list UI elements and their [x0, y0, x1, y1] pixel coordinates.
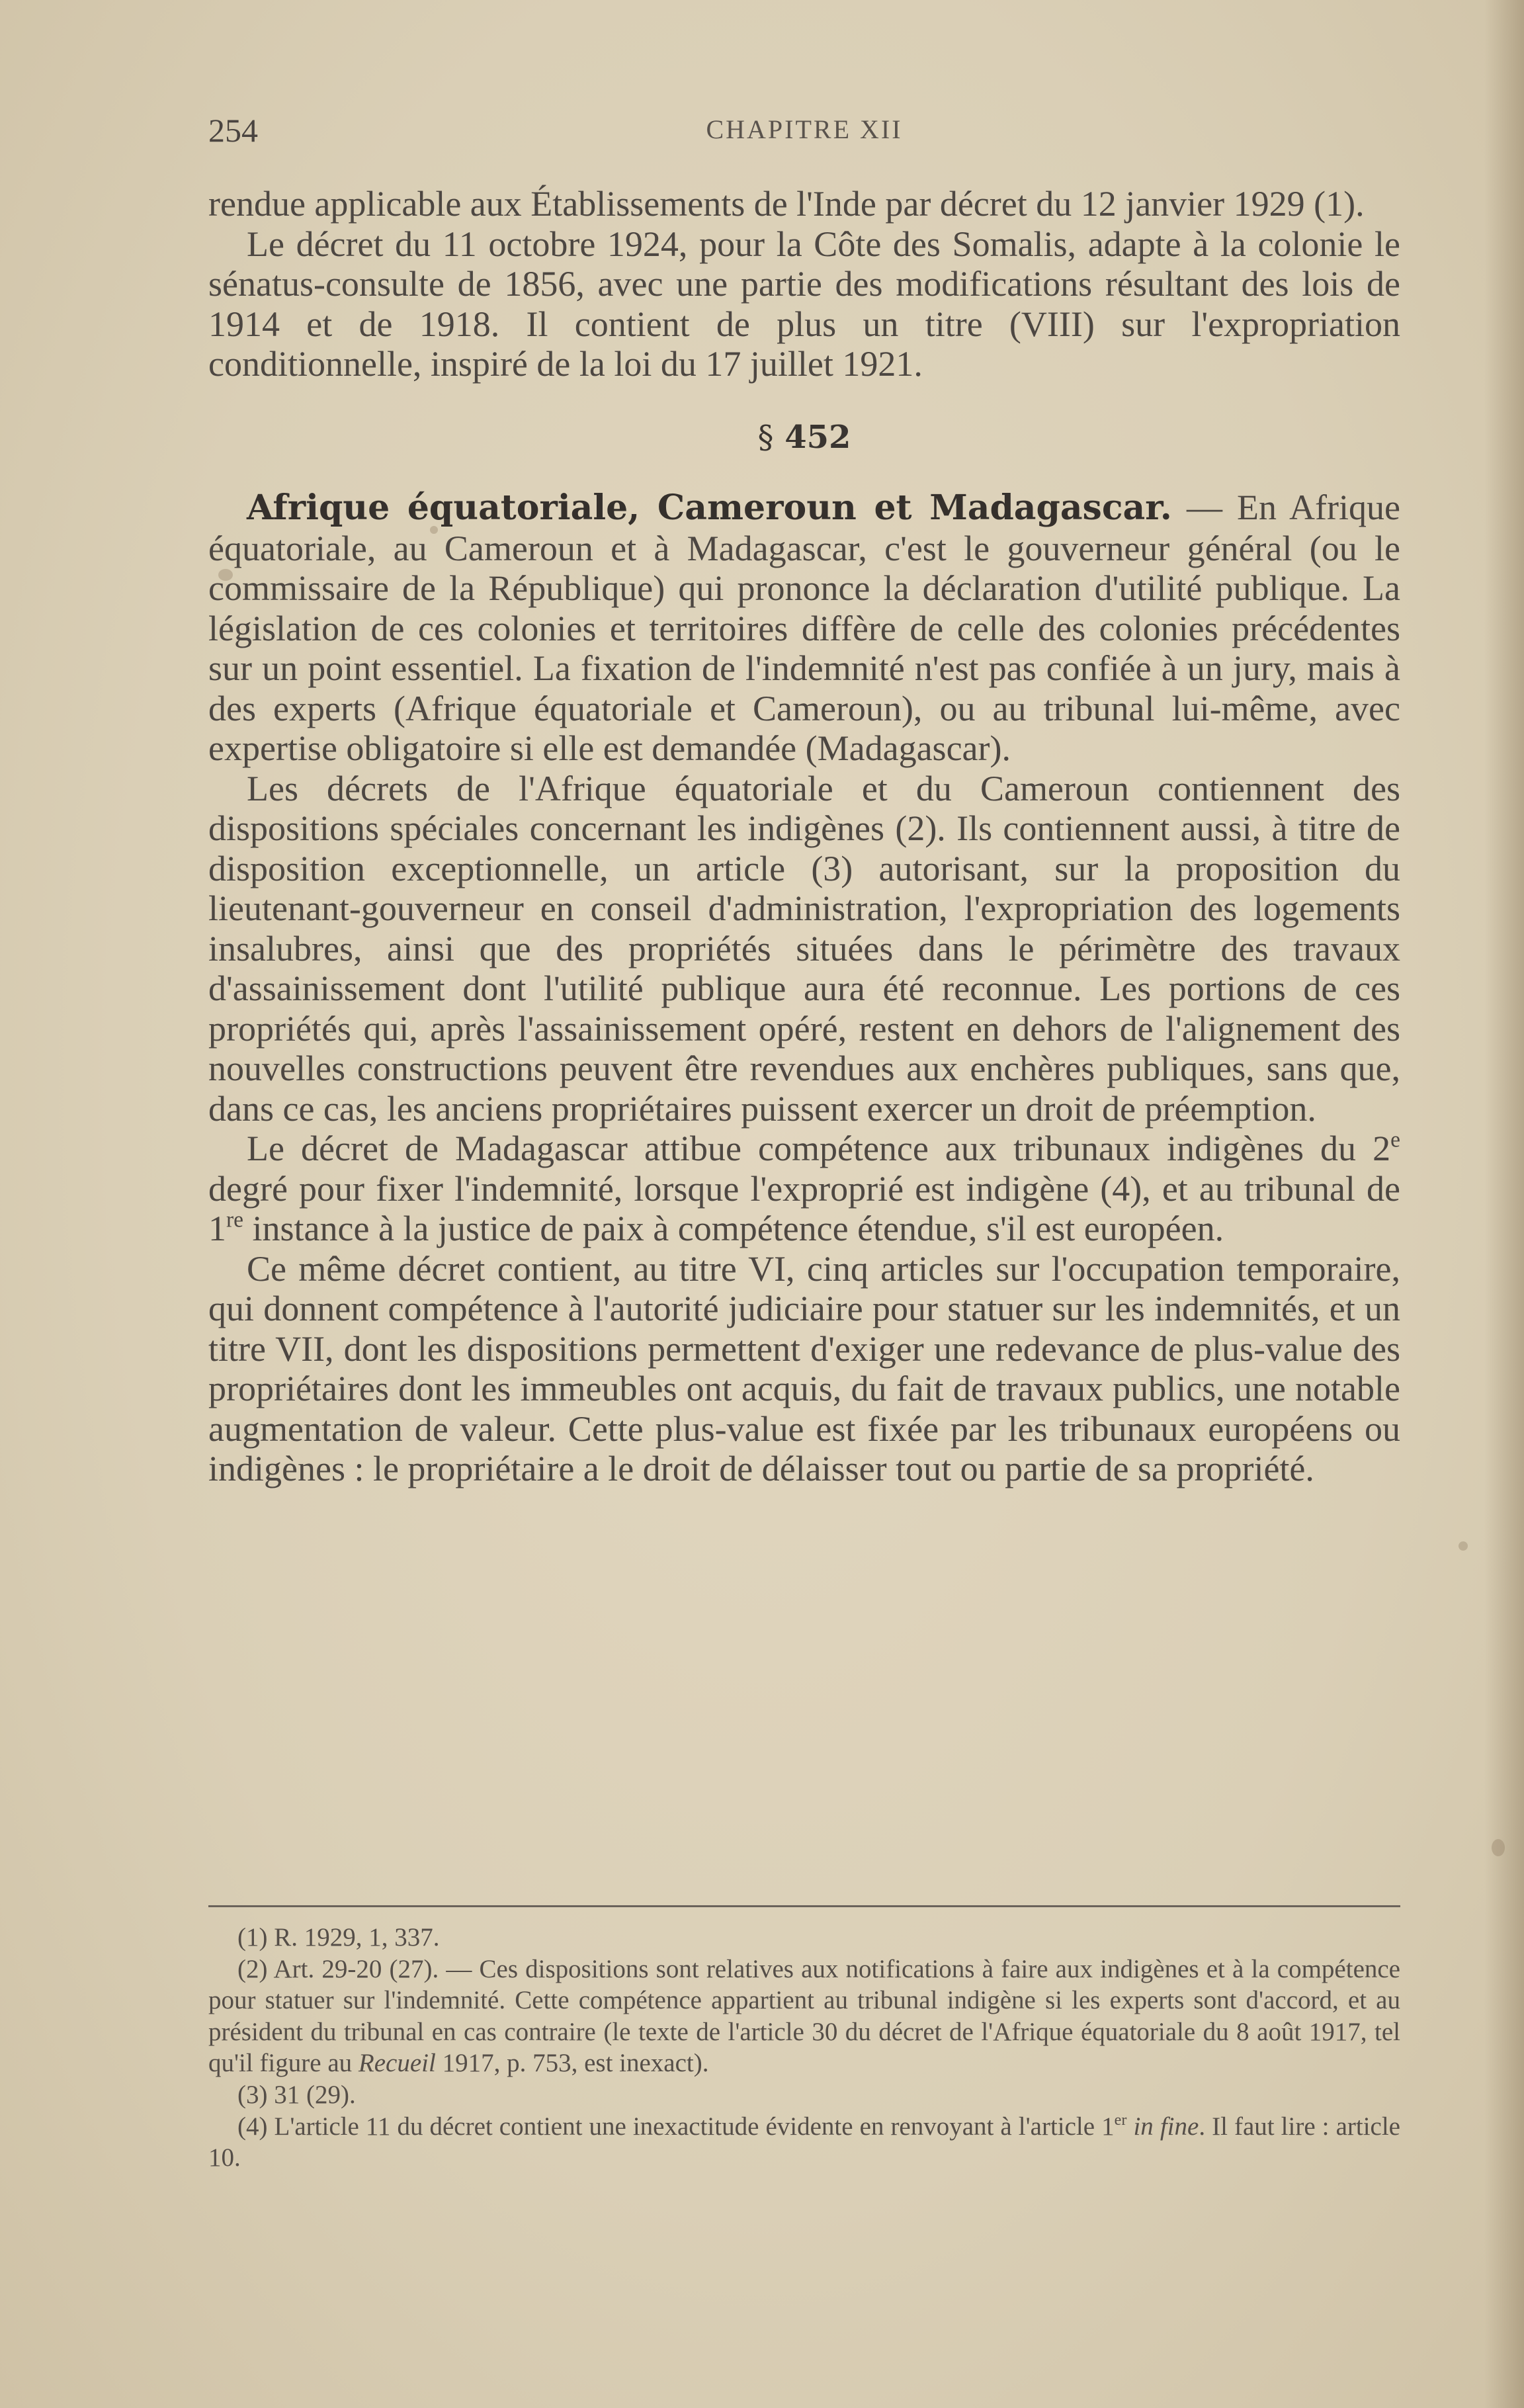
text-run: (2) Art. 29-20 (27). — Ces dispositions sont relatives aux notifications à faire aux indigènes et à la compétence pour statuer sur l'indemnité. Cette compétence appartient au tribunal indigène si les experts sont d'accord, et au président du tribunal en cas contraire (le texte de l'article 30 du décret de l'Afrique équatoriale du 8 août 1917, tel qu'il figure au — [208, 1954, 1400, 2078]
page-number: 254 — [208, 112, 258, 149]
footnote: (3) 31 (29). — [237, 2080, 356, 2109]
section-symbol: § — [757, 418, 774, 456]
foxing-spot — [1492, 1839, 1505, 1856]
text-run: . Il faut lire : article 10. — [208, 2112, 1400, 2172]
paragraph: Les décrets de l'Afrique équatoriale et du Cameroun contiennent des dispositions spéciales concernant les indigènes (2). Ils contiennent aussi, à titre de disposition exceptionnelle, un article (3) autorisant, sur la proposition du lieutenant-gouverneur en conseil d'administration, l'expropriation des logements insalubres, ainsi que des propriétés situées dans le périmètre des travaux d'assainissement dont l'utilité publique aura été reconnue. Les portions de ces propriétés qui, après l'assainissement opéré, restent en dehors de l'alignement des nouvelles constructions peuvent être revendues aux enchères publiques, sans que, dans ce cas, les anciens propriétaires puissent exercer un droit de préemption. — [208, 768, 1400, 1129]
section-heading — [208, 417, 1400, 458]
text-run: Le décret de Madagascar attibue compétence aux tribunaux indigènes du 2 — [247, 1129, 1391, 1168]
paragraph — [208, 1129, 1400, 1249]
footnote: (1) R. 1929, 1, 337. — [237, 1923, 440, 1952]
text-run: 1917, p. 753, est inexact). — [435, 2049, 709, 2078]
paragraph: rendue applicable aux Établissements de l'Inde par décret du 12 janvier 1929 (1). — [208, 184, 1365, 224]
italic-text: Recueil — [358, 2049, 436, 2078]
section-title: Afrique équatoriale, Cameroun et Madagascar. — [247, 488, 1172, 528]
superscript: er — [1114, 2110, 1127, 2129]
section-first-paragraph: — En Afrique équatoriale, au Cameroun et à Madagascar, c'est le gouverneur général (ou le commissaire de la République) qui prononce la déclaration d'utilité publique. La législation de ces colonies et territoires diffère de celle des colonies précédentes sur un point essentiel. La fixation de l'indemnité n'est pas confiée à un jury, mais à des experts (Afrique équatoriale et Cameroun), ou au tribunal lui-même, avec expertise obligatoire si elle est demandée (Madagascar). — [208, 488, 1400, 768]
footnote — [208, 1954, 1400, 2079]
section-paragraph — [208, 488, 1400, 769]
running-head: CHAPITRE XII — [706, 114, 903, 144]
page-edge-shadow — [1484, 0, 1524, 2408]
page-header — [208, 111, 1400, 157]
paragraph: Ce même décret contient, au titre VI, cinq articles sur l'occupation temporaire, qui donnent compétence à l'autorité judiciaire pour statuer sur les indemnités, et un titre VII, dont les dispositions permettent d'exiger une redevance de plus-value des propriétaires dont les immeubles ont acquis, du fait de travaux publics, une notable augmentation de valeur. Cette plus-value est fixée par les tribunaux européens ou indigènes : le propriétaire a le droit de délaisser tout ou partie de sa propriété. — [208, 1248, 1400, 1488]
footnote-rule — [208, 1905, 1400, 1907]
superscript: re — [226, 1207, 244, 1232]
paragraph: Le décret du 11 octobre 1924, pour la Côte des Somalis, adapte à la colonie le sénatus-consulte de 1856, avec une partie des modifications résultant des lois de 1914 et de 1918. Il contient de plus un titre (VIII) sur l'expropriation conditionnelle, inspiré de la loi du 17 juillet 1921. — [208, 224, 1400, 384]
body-text — [208, 184, 1400, 1489]
text-run: degré pour fixer l'indemnité, lorsque l'exproprié est indigène (4), et au tribunal de 1 — [208, 1168, 1400, 1248]
italic-text: in fine — [1133, 2112, 1199, 2141]
foxing-spot — [1459, 1541, 1468, 1551]
footnotes — [208, 1922, 1400, 2174]
section-number: 452 — [784, 418, 851, 456]
text-run: instance à la justice de paix à compétence étendue, s'il est européen. — [243, 1209, 1224, 1248]
superscript: e — [1390, 1127, 1400, 1152]
footnote — [208, 2111, 1400, 2174]
text-run: (4) L'article 11 du décret contient une inexactitude évidente en renvoyant à l'article 1 — [237, 2112, 1115, 2141]
